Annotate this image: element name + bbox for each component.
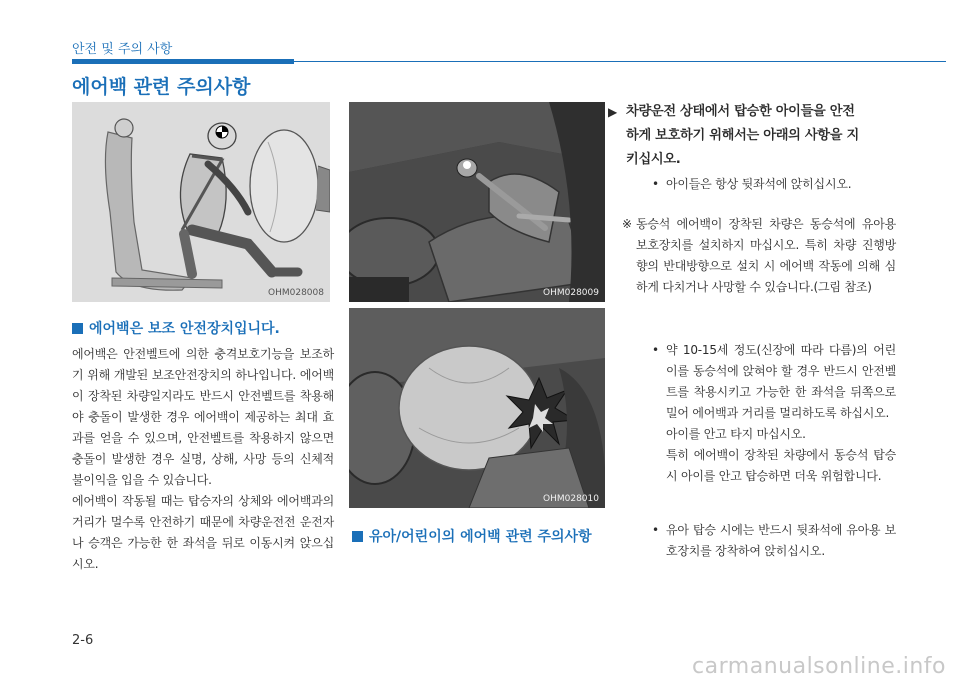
figure-child-seat: [349, 102, 605, 302]
header-rule-thick: [72, 59, 294, 64]
dummy-airbag-illustration: [72, 102, 330, 302]
bullet-icon: •: [652, 523, 659, 537]
left-body: [72, 344, 334, 575]
heading-square-icon: [352, 531, 363, 542]
warning-line-3: 키십시오.: [626, 152, 681, 167]
page-title: 에어백 관련 주의사항: [72, 76, 251, 98]
left-paragraph-1: 에어백은 안전벨트에 의한 충격보호기능을 보조하기 위해 개발된 보조안전장치의 하나입니다. 에어백이 장착된 차량일지라도 반드시 안전벨트를 착용해야 충돌이 발생한 경우 에어백이 제공하는 최대 효과를 얻을 수 있으며, 안전벨트를 착용하지 않으면 충돌이 발생한 경우 실명, 상해, 사망 등의 신체적 불이익을 입을 수 있습니다.: [72, 347, 334, 487]
bullet-text: 아이들은 항상 뒷좌석에 앉히십시오.: [666, 177, 852, 191]
warning-block: [608, 100, 896, 172]
note-text: 동승석 에어백이 장착된 차량은 동승석에 유아용 보호장치를 설치하지 마십시오. 특히 차량 진행방향의 반대방향으로 설치 시 에어백 작동에 의해 심하게 다치거나 사망할 수 있습니다.(그림 참조): [636, 217, 896, 294]
figure-code: OHM028008: [268, 288, 324, 298]
note-mark-icon: ※: [622, 217, 632, 231]
bullet-text: 특히 에어백이 장착된 차량에서 동승석 탑승시 아이를 안고 탑승하면 더욱 위험합니다.: [666, 448, 896, 483]
middle-heading: [352, 526, 592, 546]
warning-line-2: 하게 보호하기 위해서는 아래의 사항을 지: [626, 128, 859, 143]
bullet-item-2: [652, 340, 896, 487]
section-label: 안전 및 주의 사항: [72, 42, 173, 57]
bullet-text: 유아 탑승 시에는 반드시 뒷좌석에 유아용 보호장치를 장착하여 앉히십시오.: [666, 523, 896, 558]
bullet-text: 약 10-15세 정도(신장에 따라 다름)의 어린이를 동승석에 앉혀야 할 경우 반드시 안전벨트를 착용시키고 가능한 한 좌석을 뒤쪽으로 밀어 에어백과 거리를 멀리하도록 하십시오.: [666, 343, 896, 420]
bullet-item-3: [652, 520, 896, 562]
figure-dummy-airbag: [72, 102, 330, 302]
airbag-deploy-illustration: [349, 308, 605, 508]
figure-code: OHM028010: [543, 494, 599, 504]
figure-code: OHM028009: [543, 288, 599, 298]
watermark: carmanualsonline.info: [692, 654, 946, 679]
child-seat-illustration: [349, 102, 605, 302]
bullet-icon: •: [652, 177, 659, 191]
bullet-item-1: [652, 174, 896, 195]
left-heading: [72, 318, 280, 338]
bullet-icon: •: [652, 343, 659, 357]
left-heading-text: 에어백은 보조 안전장치입니다.: [89, 321, 280, 337]
bullet-text: 아이를 안고 타지 마십시오.: [666, 427, 806, 441]
figure-airbag-deploy: [349, 308, 605, 508]
middle-heading-text: 유아/어린이의 에어백 관련 주의사항: [369, 529, 592, 545]
header-rule-thin: [294, 61, 946, 62]
note-block: [622, 214, 896, 298]
warning-line-1: 차량운전 상태에서 탑승한 아이들을 안전: [626, 104, 855, 119]
page-number: 2-6: [72, 633, 94, 648]
triangle-right-icon: ▶: [608, 105, 617, 119]
heading-square-icon: [72, 323, 83, 334]
left-paragraph-2: 에어백이 작동될 때는 탑승자의 상체와 에어백과의 거리가 멀수록 안전하기 때문에 차량운전전 운전자나 승객은 가능한 한 좌석을 뒤로 이동시켜 앉으십시오.: [72, 494, 334, 571]
